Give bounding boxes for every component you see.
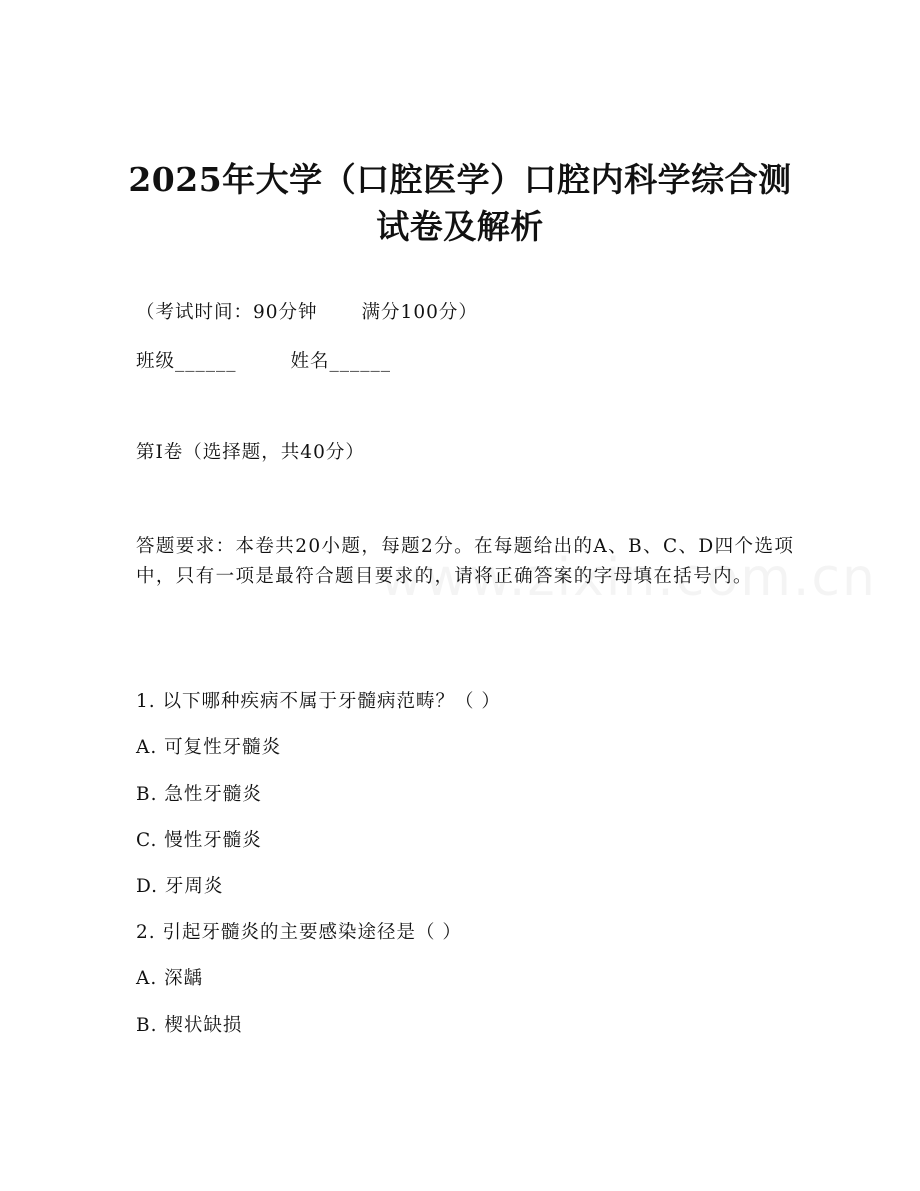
exam-title-line-2: 试卷及解析 bbox=[376, 207, 544, 246]
question-1-option-a: A. 可复性牙髓炎 bbox=[136, 737, 282, 758]
exam-info bbox=[136, 300, 478, 326]
question-2-option-b: B. 楔状缺损 bbox=[136, 1015, 243, 1036]
student-info bbox=[136, 349, 391, 375]
exam-title-line-1: 2025年大学（口腔医学）口腔内科学综合测 bbox=[128, 160, 792, 199]
question-1-option-d: D. 牙周炎 bbox=[136, 876, 224, 897]
exam-full-score: 满分100分） bbox=[361, 302, 478, 323]
section-heading: 第I卷（选择题，共40分） bbox=[136, 442, 365, 463]
question-1-stem: 1. 以下哪种疾病不属于牙髓病范畴？（ ） bbox=[136, 691, 501, 712]
question-2-option-a: A. 深龋 bbox=[136, 968, 204, 989]
question-2-stem: 2. 引起牙髓炎的主要感染途径是（ ） bbox=[136, 922, 462, 943]
question-1-option-b: B. 急性牙髓炎 bbox=[136, 784, 262, 805]
answer-instructions: 答题要求：本卷共20小题，每题2分。在每题给出的A、B、C、D四个选项中，只有一项是最符合题目要求的，请将正确答案的字母填在括号内。 bbox=[136, 536, 795, 587]
question-1-option-c: C. 慢性牙髓炎 bbox=[136, 830, 262, 851]
class-field[interactable]: 班级______ bbox=[136, 351, 237, 372]
name-field[interactable]: 姓名______ bbox=[290, 351, 392, 372]
exam-time: （考试时间：90分钟 bbox=[136, 302, 318, 323]
